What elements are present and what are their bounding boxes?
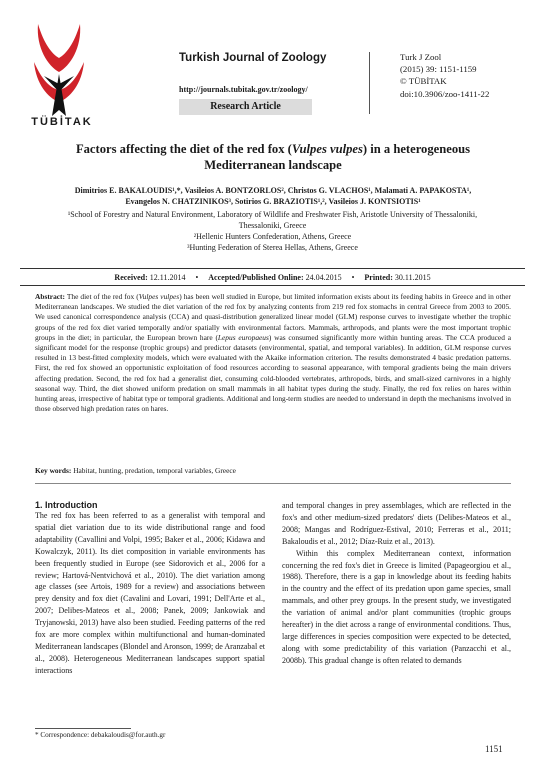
authors-line: Evangelos N. CHATZINIKOS³, Sotirios G. BRAZIOTIS¹,², Vasileios J. KONTSIOTIS¹ [125, 197, 421, 206]
abstract [35, 292, 511, 414]
affiliation: ²Hellenic Hunters Confederation, Athens, Greece [193, 232, 352, 241]
tubitak-logo-icon [30, 18, 88, 118]
abstract-text: The diet of the red fox ( [64, 292, 139, 301]
section-heading: 1. Introduction [35, 500, 98, 510]
footnote-rule [35, 728, 131, 729]
title-species: Vulpes vulpes [291, 142, 363, 156]
volume: (2015) 39: 1151-1159 [400, 64, 477, 75]
author-list [35, 185, 511, 207]
journal-title: Turkish Journal of Zoology [179, 52, 327, 64]
abstract-text: ) has been well studied in Europe, but limited information exists about its feeding habits in Greece and in other Mediterranean landscapes. We studied the diet variation of the red fox by analyzing contents from 219 red fox stomachs in central Greece from 2003 to 2005. We used canonical correspondence analysis (CCA) and quasi-distribution generalized linear model (GLM) response curves to investigate whether the trophic groups of the red fox diet varied temporally and/or spatially with environmental factors. Mammals, arthropods, and plants were the most important trophic groups in the diet; in particular, the European brown hare ( [35, 292, 511, 342]
abstract-species: Vulpes vulpes [138, 292, 180, 301]
body-paragraph: The red fox has been referred to as a generalist with temporal and spatial diet variation due to its wide distributional range and food adaptability (Cavallini and Volpi, 1995; Baker et al., 2006; Kidawa and Kowalczyk, 2011). Its diet composition in variable environments has been frequently studied in Europe (see Sidorovich et al., 2006 for a review; Hartová-Nentvichová et al., 2010). The diet variation among age classes (see Artois, 1989 for a review) and associations between prey density and fox diet (Cavalini and Lovari, 1991; Dell'Arte et al., 2007; Delibes-Mateos et al., 2008; Panek, 2009; Jankowiak and Tryjanowski, 2013) have also been studied. Feeding patterns of the red fox are more complex within multifunctional and human-dominated Mediterranean landscapes (Blondel and Aronson, 1999; de Aranzabal et al., 2008). Heterogeneous Mediterranean landscapes support spatial interactions [35, 511, 265, 675]
page-number: 1151 [485, 744, 503, 754]
printed-label: Printed: [364, 273, 393, 282]
article-title [60, 141, 486, 173]
body-paragraph: Within this complex Mediterranean context, information concerning the red fox's diet in Greece is limited (Papageorgiou et al., 1988). Therefore, there is a gap in knowledge about its feeding habits in the country and the effect of its predation upon game species, small mammals, and other prey groups. In the present study, we investigated the variation of animal and/or plant communities (trophic groups hereafter) in the diet across a range of environmental conditions. Thus, large differences in species composition were expected to be detected, along with some predictability of this variation (Panzacchi et al., 2008b). This gradual change is often related to demands [282, 548, 511, 665]
header-divider [369, 52, 370, 114]
keywords-label: Key words: [35, 466, 72, 475]
divider [35, 483, 511, 484]
accepted-label: Accepted/Published Online: [208, 273, 304, 282]
doi[interactable]: doi:10.3906/zoo-1411-22 [400, 88, 490, 99]
received-label: Received: [114, 273, 148, 282]
keywords [35, 466, 511, 476]
logo-wordmark: TÜBİTAK [31, 116, 93, 128]
title-part: Factors affecting the diet of the red fox ( [75, 142, 292, 156]
journal-url[interactable]: http://journals.tubitak.gov.tr/zoology/ [179, 85, 308, 94]
title-part: ) in a heterogeneous [362, 142, 471, 156]
separator-dot: • [351, 273, 355, 282]
body-column-left [35, 510, 265, 677]
body-paragraph: and temporal changes in prey assemblages, which are reflected in the fox's and other medium-sized predators' diets (Delibes-Mateos et al., 2008; Mangas and Rodríguez-Estival, 2010; Ferreras et al., 2011; Bakaloudis et al., 2012; Díaz-Ruiz et al., 2013). [282, 501, 511, 546]
separator-dot: • [195, 273, 199, 282]
abstract-text: ) was consumed significantly more within hunting areas. The CCA produced a significant model for the response (trophic groups) and predictor datasets (environmental, spatial, and temporal variables). In addition, GLM response curves resulted in 13 best-fitted complexity models, which were evaluated with the Akaike information criterion. The results demonstrated 4 basic predation patterns. First, the red fox showed an opportunistic exploitation of food resources according to seasonal appearance, with temporal gradients being the main drivers affecting predation. Second, the red fox had a generalist diet, consuming cold-blooded vertebrates, arthropods, birds, and small-sized carnivores in a highly seasonal way. Third, the diet showed uniform predation on small mammals in all habitat types during the study. Finally, the red fox relies on hares within hunting areas, irrespective of habitat type or temporal gradients. Additional and long-term studies are needed to understand in depth the mechanisms involved in those observed high predation rates on hares. [35, 332, 511, 414]
abstract-label: Abstract: [35, 292, 65, 301]
authors-line: Dimitrios E. BAKALOUDIS¹,*, Vasileios A. BONTZORLOS², Christos G. VLACHOS¹, Malamati A. PAPAKOSTA¹, [74, 186, 472, 195]
copyright: © TÜBİTAK [400, 76, 447, 87]
printed-date: 30.11.2015 [394, 273, 431, 282]
dates-bar [20, 268, 525, 286]
affiliation: ³Hunting Federation of Sterea Hellas, Athens, Greece [187, 243, 358, 252]
affiliations [20, 209, 525, 253]
accepted-date: 24.04.2015 [305, 273, 342, 282]
citation-block [400, 51, 489, 100]
citation: Turk J Zool [400, 52, 442, 62]
title-part: Mediterranean landscape [204, 158, 342, 172]
abstract-species: Lepus europaeus [217, 332, 269, 342]
received-date: 12.11.2014 [149, 273, 186, 282]
affiliation: Thessaloniki, Greece [238, 221, 307, 230]
article-type-label: Research Article [179, 99, 312, 115]
keywords-text: Habitat, hunting, predation, temporal variables, Greece [71, 466, 236, 475]
affiliation: ¹School of Forestry and Natural Environment, Laboratory of Wildlife and Freshwater Fish, Aristotle University of Thessaloniki, [67, 210, 478, 219]
body-column-right [282, 500, 511, 667]
correspondence-footnote: * Correspondence: debakaloudis@for.auth.gr [35, 731, 166, 739]
